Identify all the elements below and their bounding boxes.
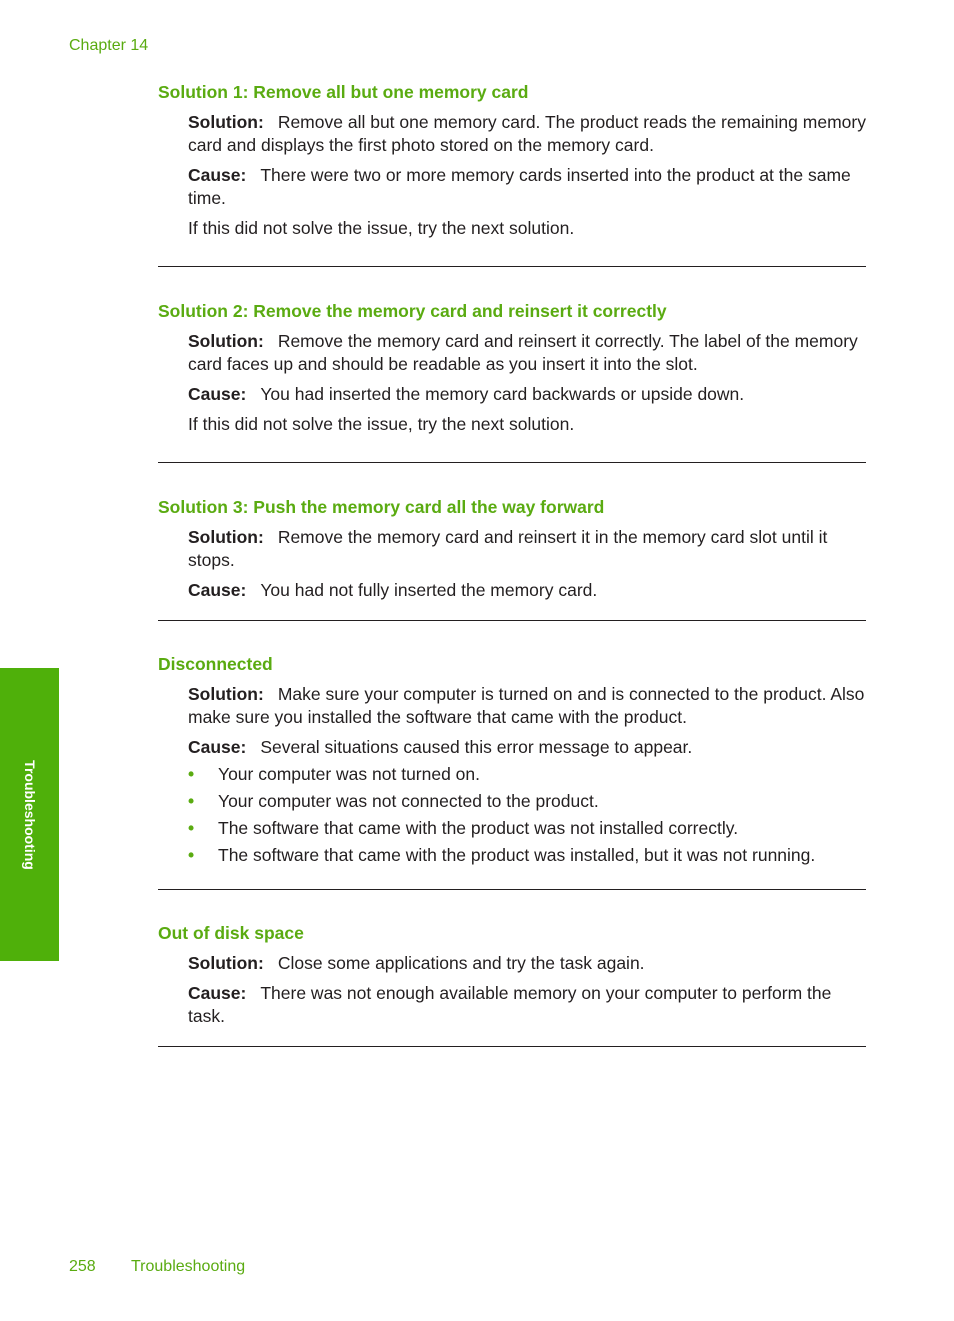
side-tab [0,668,59,961]
bullet-icon: • [188,818,195,838]
solution-paragraph [188,526,866,572]
solution-label: Solution: [188,527,264,547]
next-solution-note: If this did not solve the issue, try the next solution. [188,218,575,238]
cause-text: There were two or more memory cards inserted into the product at the same time. [188,165,851,208]
cause-text: There was not enough available memory on your computer to perform the task. [188,983,832,1026]
section-solution-3 [158,463,866,621]
section-title: Solution 1: Remove all but one memory card [158,82,529,102]
solution-paragraph [188,683,866,729]
section-disconnected [158,621,866,890]
footer-section: Troubleshooting [131,1258,246,1275]
cause-label: Cause: [188,165,247,185]
solution-label: Solution: [188,331,264,351]
solution-paragraph [188,330,866,376]
solution-text: Remove all but one memory card. The product reads the remaining memory card and displays the first photo stored on the memory card. [188,112,866,155]
page-content [158,80,866,1047]
cause-label: Cause: [188,983,247,1003]
solution-text: Remove the memory card and reinsert it in the memory card slot until it stops. [188,527,828,570]
chapter-header: Chapter 14 [69,37,149,54]
solution-paragraph [188,111,866,157]
section-title: Disconnected [158,654,273,674]
page-number: 258 [69,1258,96,1275]
section-body [158,952,866,1028]
list-item: • The software that came with the product was installed, but it was not running. [188,845,816,865]
solution-text: Remove the memory card and reinsert it correctly. The label of the memory card faces up and should be readable as you insert it into the slot. [188,331,858,374]
solution-paragraph [188,952,866,975]
cause-text: You had not fully inserted the memory card. [260,580,598,600]
section-solution-1 [158,80,866,267]
solution-label: Solution: [188,112,264,132]
section-out-of-disk-space [158,890,866,1047]
section-title: Solution 3: Push the memory card all the way forward [158,497,605,517]
cause-paragraph [188,736,866,759]
section-body [158,330,866,436]
cause-paragraph [188,383,866,406]
section-title: Out of disk space [158,923,304,943]
next-solution-note: If this did not solve the issue, try the next solution. [188,414,575,434]
cause-label: Cause: [188,737,247,757]
section-title: Solution 2: Remove the memory card and reinsert it correctly [158,301,667,321]
cause-label: Cause: [188,580,247,600]
cause-text: Several situations caused this error message to appear. [260,737,693,757]
section-body [158,111,866,240]
cause-paragraph [188,164,866,210]
bullet-icon: • [188,764,195,784]
cause-list [188,763,866,867]
solution-label: Solution: [188,953,264,973]
cause-text: You had inserted the memory card backwards or upside down. [260,384,745,404]
page-footer [69,1258,245,1276]
list-item: • Your computer was not turned on. [188,764,481,784]
list-item: • Your computer was not connected to the product. [188,791,599,811]
side-tab-label: Troubleshooting [21,759,38,870]
cause-paragraph [188,579,866,602]
section-body [158,683,866,867]
cause-paragraph [188,982,866,1028]
bullet-icon: • [188,845,195,865]
bullet-icon: • [188,791,195,811]
list-item: • The software that came with the product was not installed correctly. [188,818,739,838]
cause-label: Cause: [188,384,247,404]
solution-text: Make sure your computer is turned on and is connected to the product. Also make sure you installed the software that came with the product. [188,684,865,727]
solution-text: Close some applications and try the task again. [277,953,645,973]
section-body [158,526,866,602]
section-solution-2 [158,267,866,463]
solution-label: Solution: [188,684,264,704]
